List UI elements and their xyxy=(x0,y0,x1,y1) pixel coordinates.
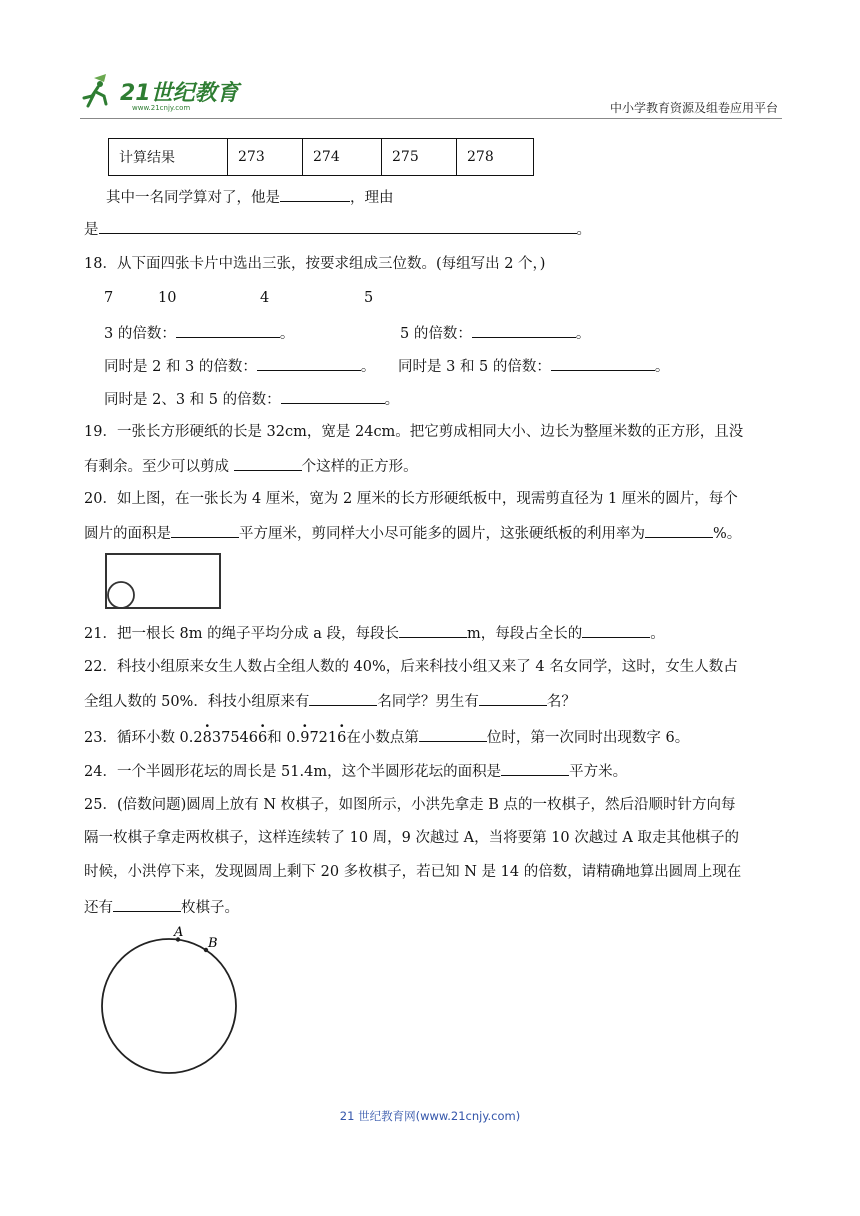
q24-line: 24．一个半圆形花坛的周长是 51.4m，这个半圆形花坛的面积是 平方米。 xyxy=(84,760,627,782)
circle-diagram xyxy=(96,922,246,1078)
q21-line: 21．把一根长 8m 的绳子平均分成 a 段，每段长 m，每段占全长的 。 xyxy=(84,622,665,644)
q25-line4: 还有 枚棋子。 xyxy=(84,896,239,918)
q25-line2: 隔一枚棋子拿走两枚棋子，这样连续转了 10 周，9 次越过 A，当将要第 10 次越过 A 取走其他棋子的 xyxy=(84,830,739,846)
q18-stem: 18．从下面四张卡片中选出三张，按要求组成三位数。(每组写出 2 个，) xyxy=(84,256,546,272)
answer-blank[interactable] xyxy=(281,388,385,404)
circle-shape xyxy=(108,582,134,608)
card-2: 10 xyxy=(158,290,177,306)
q22-line1: 22．科技小组原来女生人数占全组人数的 40%，后来科技小组又来了 4 名女同学，这时，女生人数占 xyxy=(84,659,738,675)
answer-blank[interactable] xyxy=(309,690,377,706)
header-divider xyxy=(80,118,782,119)
q17-line2: 是 。 xyxy=(84,218,591,240)
logo-text: 21世纪教育 xyxy=(120,81,239,106)
answer-blank[interactable] xyxy=(113,896,181,912)
table-label: 计算结果 xyxy=(109,139,228,176)
answer-blank[interactable] xyxy=(645,522,713,538)
answer-blank[interactable] xyxy=(501,760,569,776)
answer-blank[interactable] xyxy=(99,218,577,234)
q20-line2: 圆片的面积是 平方厘米，剪同样大小尽可能多的圆片，这张硬纸板的利用率为 %。 xyxy=(84,522,741,544)
logo-url: www.21cnjy.com xyxy=(132,104,191,112)
table-cell: 278 xyxy=(457,139,534,176)
q17-line1: 其中一名同学算对了，他是 ，理由 xyxy=(106,186,394,208)
result-table xyxy=(108,138,534,176)
answer-blank[interactable] xyxy=(582,622,650,638)
platform-name: 中小学教育资源及组卷应用平台 xyxy=(609,101,778,115)
rectangle-shape xyxy=(106,554,220,608)
q20-line1: 20．如上图，在一张长为 4 厘米，宽为 2 厘米的长方形硬纸板中，现需剪直径为 1 厘米的圆片，每个 xyxy=(84,491,738,507)
cardboard-figure xyxy=(104,552,224,612)
footer-text: 21 世纪教育网(www.21cnjy.com) xyxy=(339,1109,521,1123)
answer-blank[interactable] xyxy=(551,355,655,371)
q18-multiple-of-5: 5 的倍数： 。 xyxy=(400,322,590,344)
answer-blank[interactable] xyxy=(472,322,576,338)
q18-multiple-of-2-3: 同时是 2 和 3 的倍数： 。 xyxy=(104,355,375,377)
answer-blank[interactable] xyxy=(419,726,487,742)
q23-line: 23．循环小数 0.28 ·375466 ·和 0.9 ·7216 ·在小数点第 位时，第一次同时出现数字 6。 xyxy=(84,726,689,748)
answer-blank[interactable] xyxy=(479,690,547,706)
table-cell: 275 xyxy=(382,139,457,176)
point-b-label: B xyxy=(208,936,218,951)
q18-multiple-of-3: 3 的倍数： 。 xyxy=(104,322,294,344)
answer-blank[interactable] xyxy=(399,622,467,638)
q18-multiple-of-2-3-5: 同时是 2、3 和 5 的倍数： 。 xyxy=(104,388,399,410)
answer-blank[interactable] xyxy=(257,355,361,371)
runner-icon xyxy=(84,74,106,106)
circle-shape xyxy=(102,939,236,1073)
table-cell: 273 xyxy=(228,139,303,176)
point-a-label: A xyxy=(174,925,184,940)
table-row xyxy=(109,139,534,176)
q19-line2: 有剩余。至少可以剪成 个这样的正方形。 xyxy=(84,455,418,477)
card-3: 4 xyxy=(260,290,270,306)
site-logo xyxy=(76,72,256,112)
q19-line1: 19．一张长方形硬纸的长是 32cm，宽是 24cm。把它剪成相同大小、边长为整厘米数的正方形，且没 xyxy=(84,424,744,440)
answer-blank[interactable] xyxy=(176,322,280,338)
card-1: 7 xyxy=(104,290,114,306)
q22-line2: 全组人数的 50%．科技小组原来有 名同学？男生有 名？ xyxy=(84,690,576,712)
answer-blank[interactable] xyxy=(234,455,302,471)
answer-blank[interactable] xyxy=(171,522,239,538)
table-cell: 274 xyxy=(303,139,382,176)
q25-line3: 时候，小洪停下来，发现圆周上剩下 20 多枚棋子，若已知 N 是 14 的倍数，请精确地算出圆周上现在 xyxy=(84,864,742,880)
q25-line1: 25．(倍数问题)圆周上放有 N 枚棋子，如图所示，小洪先拿走 B 点的一枚棋子，然后沿顺时针方向每 xyxy=(84,797,736,813)
q18-multiple-of-3-5: 同时是 3 和 5 的倍数： 。 xyxy=(398,355,669,377)
answer-blank[interactable] xyxy=(280,186,350,202)
card-4: 5 xyxy=(364,290,374,306)
